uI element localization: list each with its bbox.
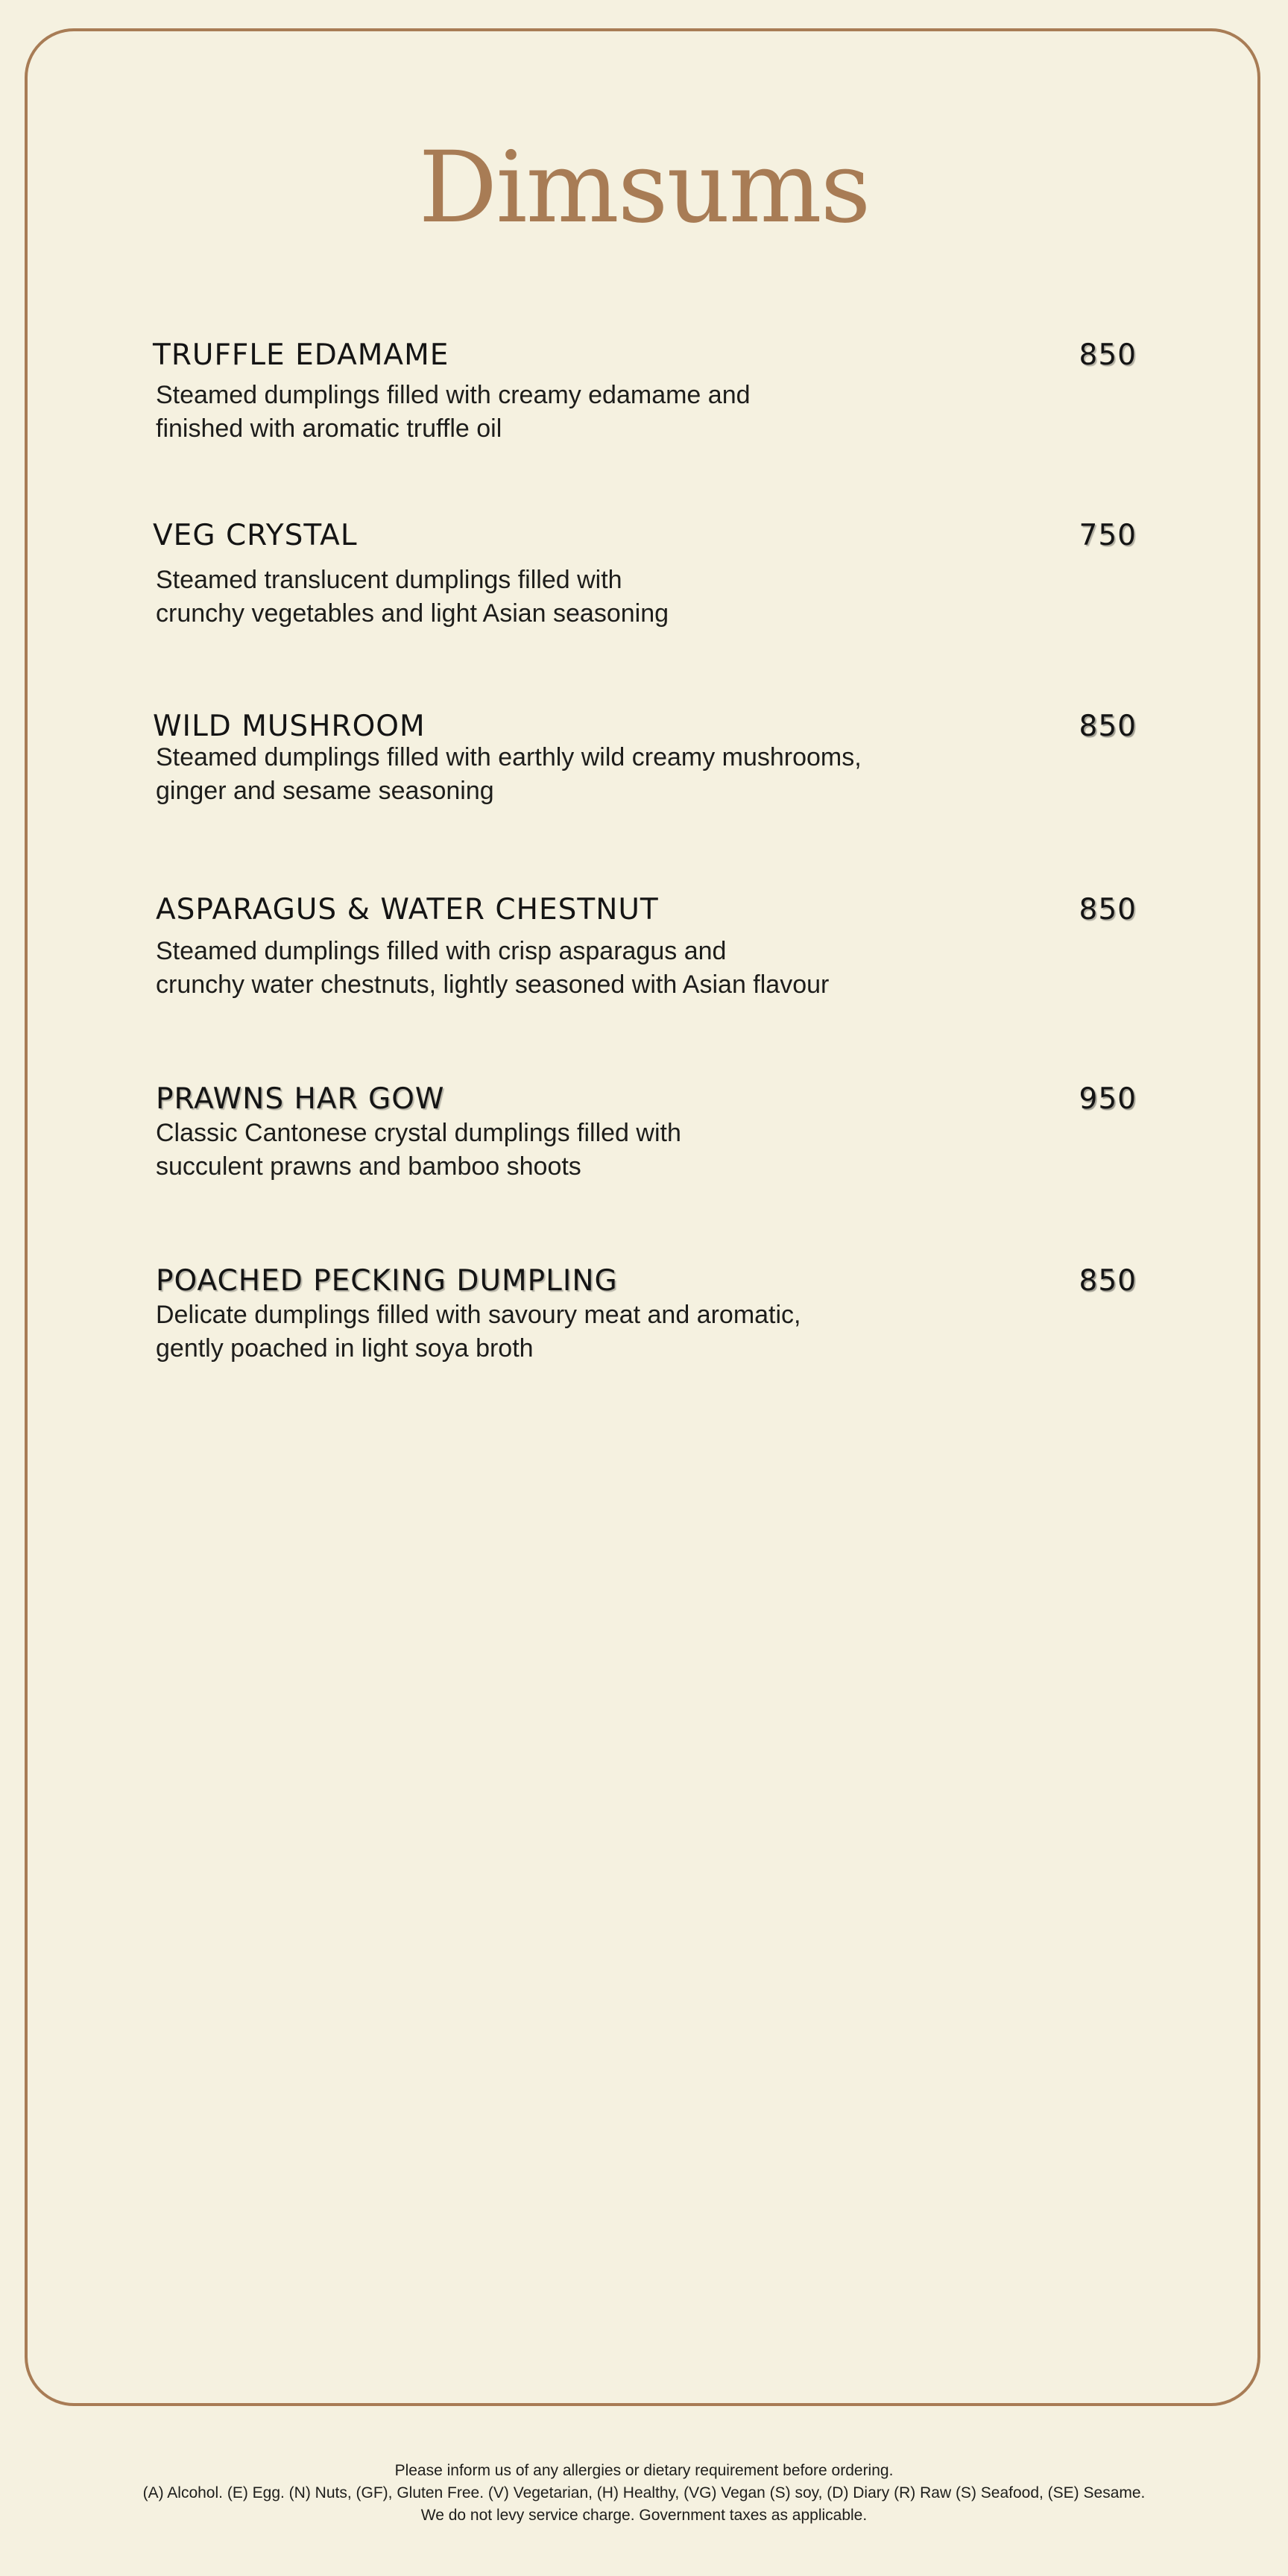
description-line: Classic Cantonese crystal dumplings filled with [156, 1119, 681, 1147]
dietary-legend: (A) Alcohol. (E) Egg. (N) Nuts, (GF), Gluten Free. (V) Vegetarian, (H) Healthy, (VG) Vegan (S) soy, (D) Diary (R) Raw (S) Seafood, (SE) Sesame. [142, 2484, 1146, 2501]
description-line: Steamed dumplings filled with earthly wild creamy mushrooms, [156, 743, 862, 771]
tax-notice: We do not levy service charge. Government taxes as applicable. [420, 2507, 868, 2524]
description-line: crunchy vegetables and light Asian seasoning [156, 599, 669, 628]
description-line: gently poached in light soya broth [156, 1334, 534, 1363]
item-name: ASPARAGUS & WATER CHESTNUT [156, 893, 659, 926]
description-line: ginger and sesame seasoning [156, 777, 494, 805]
description-line: succulent prawns and bamboo shoots [156, 1152, 581, 1181]
item-price: 850 [1079, 1264, 1137, 1298]
item-name: PRAWNS HAR GOW [156, 1082, 445, 1116]
item-description [156, 741, 976, 808]
item-name: POACHED PECKING DUMPLING [156, 1264, 618, 1298]
allergy-notice: Please inform us of any allergies or dietary requirement before ordering. [394, 2462, 894, 2479]
item-price: 850 [1079, 338, 1137, 372]
item-description [156, 564, 976, 631]
item-price: 850 [1079, 710, 1137, 743]
description-line: Delicate dumplings filled with savoury meat and aromatic, [156, 1301, 801, 1329]
item-description [156, 1298, 976, 1366]
item-price: 750 [1079, 519, 1137, 552]
description-line: Steamed dumplings filled with crisp asparagus and [156, 937, 727, 965]
item-name: TRUFFLE EDAMAME [153, 338, 449, 372]
item-name: WILD MUSHROOM [153, 710, 426, 743]
item-description [156, 379, 976, 446]
item-description [156, 1117, 976, 1184]
item-description [156, 935, 976, 1002]
description-line: Steamed dumplings filled with creamy edamame and [156, 381, 751, 409]
item-price: 850 [1079, 893, 1137, 926]
description-line: Steamed translucent dumplings filled with [156, 566, 622, 594]
description-line: crunchy water chestnuts, lightly seasoned with Asian flavour [156, 970, 830, 999]
description-line: finished with aromatic truffle oil [156, 414, 502, 443]
item-price: 950 [1079, 1082, 1137, 1116]
menu-title: Dimsums [418, 130, 870, 245]
item-name: VEG CRYSTAL [153, 519, 358, 552]
footer-notes [0, 2460, 1288, 2527]
